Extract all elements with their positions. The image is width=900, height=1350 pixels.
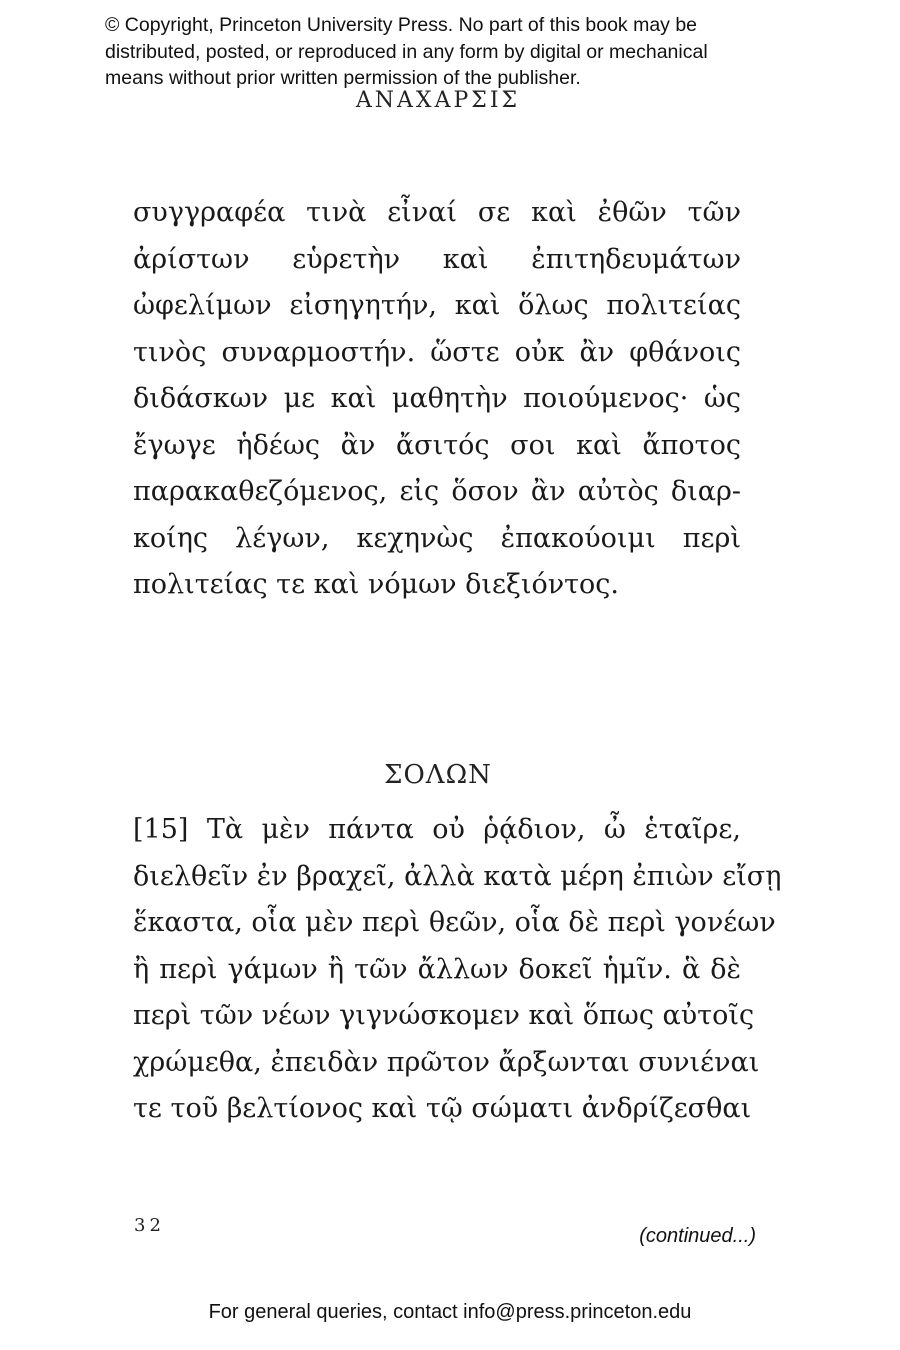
continued-label: (continued...)	[639, 1225, 756, 1247]
text-line: παρακαθεζόμενος, εἰς ὅσον ἂν αὐτὸς διαρ-	[133, 476, 741, 507]
copyright-line: means without prior written permission of the publisher.	[105, 67, 581, 89]
text-line: ὠφελίμων εἰσηγητήν, καὶ ὅλως πολιτείας	[133, 290, 741, 321]
copyright-line: © Copyright, Princeton University Press. No part of this book may be	[105, 14, 698, 36]
text-line: τινὸς συναρμοστήν. ὥστε οὐκ ἂν φθάνοις	[133, 336, 741, 368]
copyright-notice	[105, 12, 825, 92]
text-line: περὶ τῶν νέων γιγνώσκομεν καὶ ὅπως αὐτοῖς	[133, 1000, 755, 1031]
copyright-line: distributed, posted, or reproduced in any form by digital or mechanical	[105, 40, 708, 63]
text-line: συγγραφέα τινὰ εἶναί σε καὶ ἐθῶν τῶν	[133, 197, 741, 228]
footer-contact: For general queries, contact info@press.princeton.edu	[208, 1301, 692, 1323]
text-line: ἢ περὶ γάμων ἢ τῶν ἄλλων δοκεῖ ἡμῖν. ἃ δὲ	[133, 953, 741, 985]
paragraph-solon	[133, 807, 782, 1133]
text-line: διδάσκων με καὶ μαθητὴν ποιούμενος· ὡς	[133, 383, 741, 414]
text-line: ἕκαστα, οἷα μὲν περὶ θεῶν, οἷα δὲ περὶ γονέων	[133, 907, 776, 938]
text-line: διελθεῖν ἐν βραχεῖ, ἀλλὰ κατὰ μέρη ἐπιὼν εἴσῃ	[133, 860, 782, 892]
text-line: χρώμεθα, ἐπειδὰν πρῶτον ἄρξωνται συνιέναι	[133, 1046, 760, 1078]
paragraph-anacharsis	[133, 190, 741, 609]
text-line: ἀρίστων εὑρετὴν καὶ ἐπιτηδευμάτων	[133, 243, 741, 275]
text-line: τε τοῦ βελτίονος καὶ τῷ σώματι ἀνδρίζεσθαι	[133, 1093, 752, 1124]
text-line: ἔγωγε ἡδέως ἂν ἄσιτός σοι καὶ ἄποτος	[133, 429, 741, 461]
text-line: κοίης λέγων, κεχηνὼς ἐπακούοιμι περὶ	[133, 522, 741, 554]
running-head: ΑΝΑΧΑΡΣΙΣ	[355, 88, 521, 113]
page-number: 32	[134, 1215, 165, 1236]
text-line: πολιτείας τε καὶ νόμων διεξιόντος.	[133, 569, 620, 600]
section-heading: ΣΟΛΩΝ	[384, 760, 492, 790]
text-line: [15] Τὰ μὲν πάντα οὐ ῥᾴδιον, ὦ ἑταῖρε,	[133, 814, 741, 845]
